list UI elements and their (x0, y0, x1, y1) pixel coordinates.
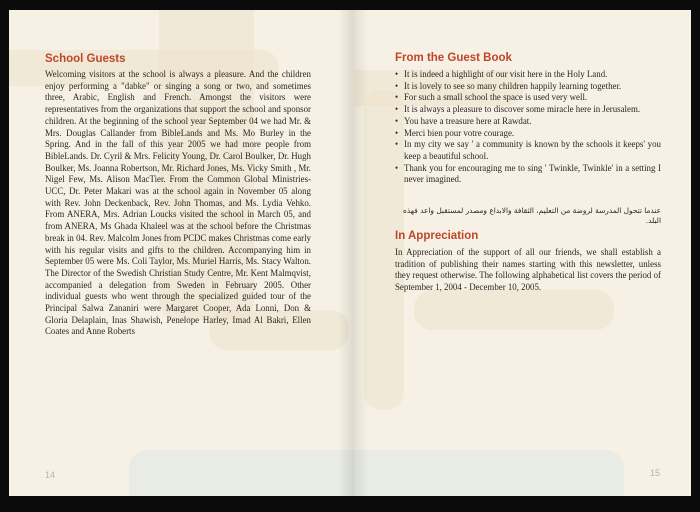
booklet-spread (9, 10, 691, 496)
list-item (395, 104, 661, 116)
bullet-icon: • (395, 92, 399, 103)
right-page (354, 10, 691, 496)
background-shape (354, 450, 624, 496)
entry-text: For such a small school the space is used very well. (404, 92, 588, 103)
entry-text: It is always a pleasure to discover some miracle here in Jerusalem. (404, 104, 641, 115)
list-item (395, 92, 661, 104)
entry-text: It is indeed a highlight of our visit here in the Holy Land. (404, 69, 608, 79)
page-number-left: 14 (45, 470, 56, 480)
entry-text: Thank you for encouraging me to sing ' Twinkle, Twinkle' in a setting I never imagined. (404, 162, 661, 185)
list-item (395, 81, 661, 93)
bullet-icon: • (395, 80, 399, 91)
entry-text: In my city we say ' a community is known by the schools it keeps' you keep a beautiful school. (404, 139, 661, 161)
bullet-icon: • (395, 127, 399, 138)
guest-book-heading: From the Guest Book (395, 52, 512, 64)
appreciation-body: In Appreciation of the support of all our friends, we shall establish a tradition of publishing their names starting with this newsletter, unless they request otherwise. The following alphabetical list covers the period of September 1, 2004 - December 10, 2005. (395, 247, 661, 293)
bullet-icon: • (395, 69, 399, 79)
bullet-icon: • (395, 139, 399, 150)
list-item (395, 139, 661, 162)
background-shape (129, 450, 354, 496)
entry-text: Merci bien pour votre courage. (404, 127, 515, 138)
list-item (395, 163, 661, 186)
school-guests-heading: School Guests (45, 53, 126, 65)
list-item (395, 128, 661, 140)
background-shape (414, 290, 614, 330)
bullet-icon: • (395, 115, 399, 126)
entry-text: You have a treasure here at Rawdat. (404, 115, 532, 126)
list-item (395, 116, 661, 128)
bullet-icon: • (395, 104, 399, 115)
guest-book-entries (395, 69, 661, 186)
list-item (395, 69, 661, 81)
gutter-shadow (354, 10, 368, 496)
arabic-entry: عندما تتحول المدرسة لروضة من التعليم، الثقافة والابداع ومصدر لمستقبل واعد فهذه البلد. (403, 206, 661, 225)
left-page (9, 10, 354, 496)
page-number-right: 15 (650, 468, 661, 478)
bullet-icon: • (395, 162, 399, 173)
entry-text: It is lovely to see so many children happily learning together. (404, 80, 622, 91)
appreciation-heading: In Appreciation (395, 230, 479, 242)
school-guests-body: Welcoming visitors at the school is always a pleasure. And the children enjoy performing a "dabke" or singing a song or two, and sometimes three, Arabic, English and French. Amongst the visitors were representatives from the organizations that support the school and sponsor children. At the beginning of the school year September 04 we had Mr. & Mrs. Douglas Callander from BibleLands and Ms. Mo Burley in the Spring. And in the fall of this year 2005 we had more people from BibleLands. Dr. Cyril & Mrs. Felicity Young, Dr. Carol Boulker, Dr. Hugh Boulker, Ms. Joanna Robertson, Mr. Richard Jones, Ms. Vicky Smith , Mr. Nigel Few, Ms. Alison MacTier. From the Common Global Ministries-UCC, Dr. Peter Makari was at the school again in November 05 along with Rev. John Deckenback, Rev. John Thomas, and Ms. Lydia Vehko. From ANERA, Mrs. Adrian Loucks visited the school in March 05, and from ANERA, Ms Ghada Khaleel was at the school before the Christmas break in 04. Rev. Malcolm Jones from PCDC makes Christmas come early with his regular visits and gifts to the children. Accompanying him in September 05 were Ms. Coli Taylor, Ms. Muriel Harris, Ms. Stacy Walton. The Director of the Swedish Christian Study Centre, Mr. Kent Malmqvist, accompanied a delegation from Sweden in February 2005. Other individual guests who went through the specialized guided tour of the Principal Salwa Zananiri were Margaret Cooper, Ada Lonni, Don & Gloria Delaplain, Inas Shawish, Penelope Harley, Imad Al Bakri, Ellen Coates and Anne Roberts (45, 69, 311, 337)
gutter-shadow (338, 10, 354, 496)
